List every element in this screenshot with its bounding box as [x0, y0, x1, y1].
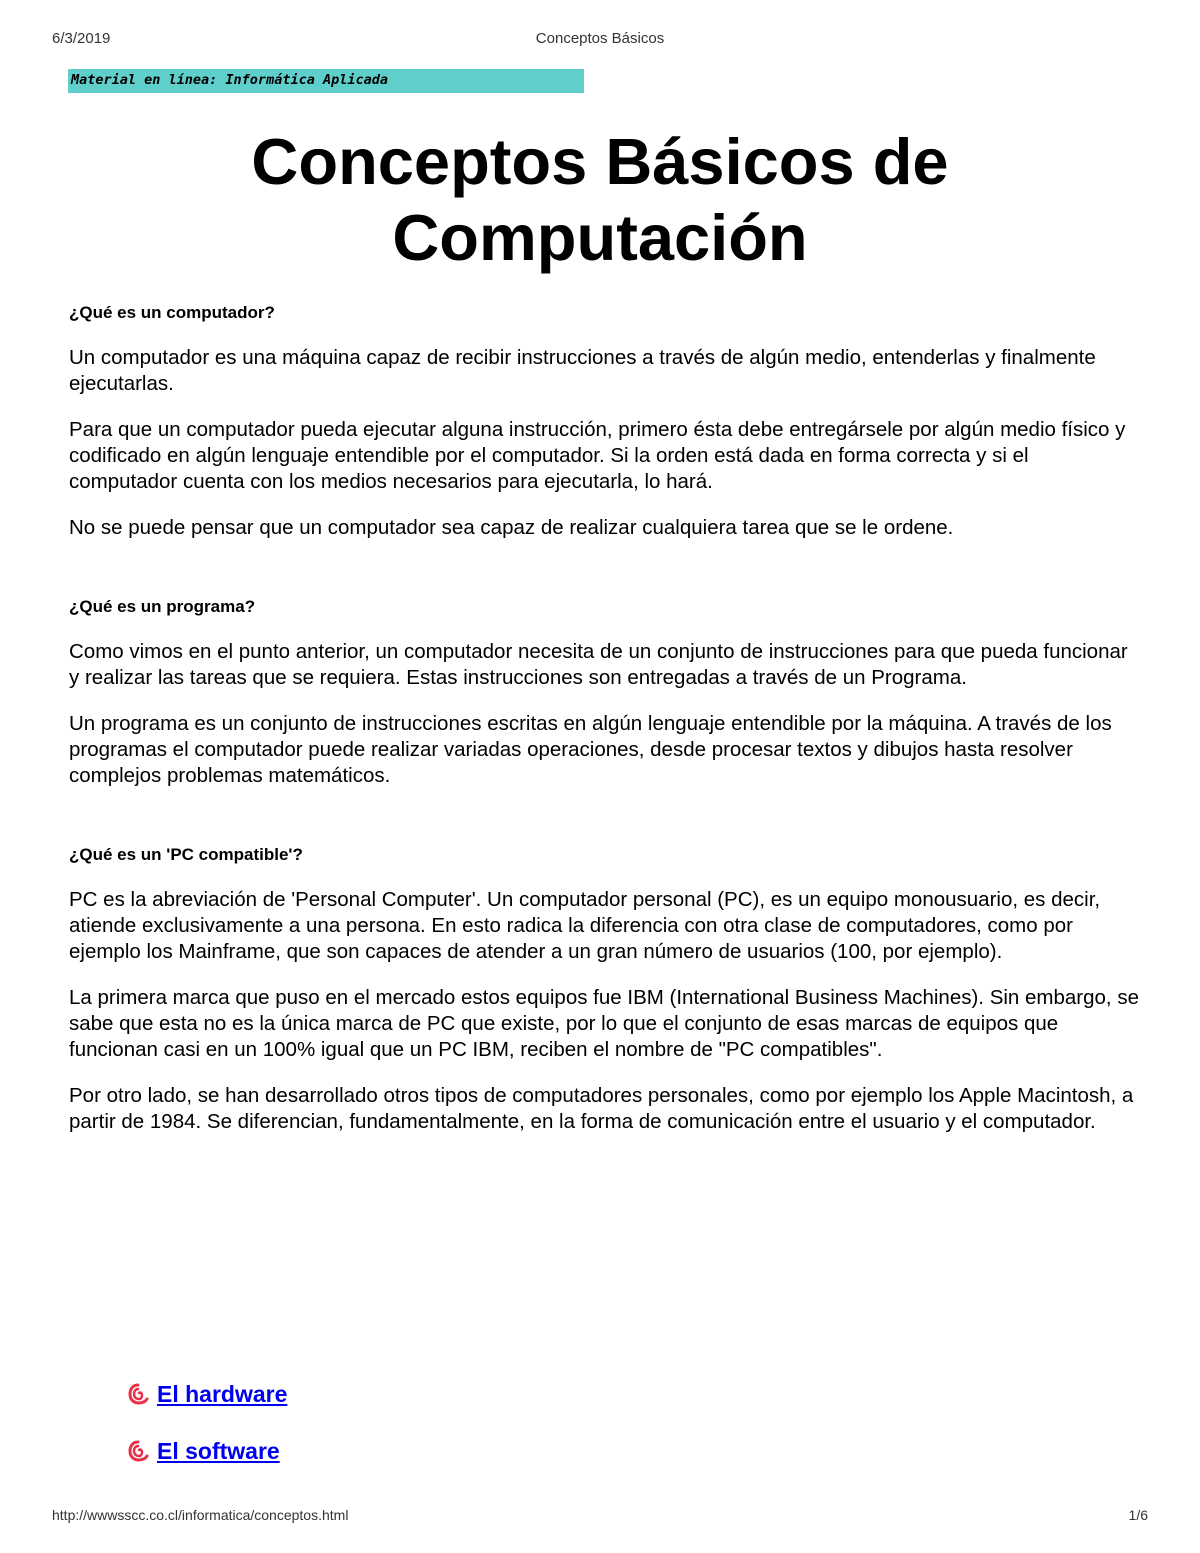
paragraph: PC es la abreviación de 'Personal Computer'. Un computador personal (PC), es un equipo monousuario, es decir, atiende exclusivamente a una persona. En esto radica la diferencia con otra clase de computadores, como por ejemplo los Mainframe, que son capaces de atender a un gran número de usuarios (100, por ejemplo).: [69, 888, 1101, 963]
page-title-line-1: Conceptos Básicos de: [251, 125, 949, 198]
section-pc-compatible: [69, 842, 1141, 1135]
paragraph: La primera marca que puso en el mercado estos equipos fue IBM (International Business Machines). Sin embargo, se sabe que esta no es la única marca de PC que existe, por lo que el conjunto de esas marcas de equipos que funcionan casi en un 100% igual que un PC IBM, reciben el nombre de "PC compatibles".: [69, 986, 1139, 1061]
section-programa: [69, 594, 1141, 789]
print-footer-url: http://wwwsscc.co.cl/informatica/conceptos.html: [52, 1507, 349, 1523]
article-body: [69, 300, 1141, 1155]
section-computador: [69, 300, 1141, 541]
print-page-title: Conceptos Básicos: [535, 30, 665, 47]
link-item-software[interactable]: [127, 1433, 287, 1469]
spiral-bullet-icon: [127, 1438, 149, 1464]
section-heading: ¿Qué es un computador?: [69, 303, 275, 322]
paragraph: Para que un computador pueda ejecutar alguna instrucción, primero ésta debe entregársele por algún medio físico y codificado en algún lenguaje entendible por el computador. Si la orden está dada en forma correcta y si el computador cuenta con los medios necesarios para ejecutarla, lo hará.: [69, 418, 1126, 493]
paragraph: Un programa es un conjunto de instrucciones escritas en algún lenguaje entendible por la máquina. A través de los programas el computador puede realizar variadas operaciones, desde procesar textos y dibujos hasta resolver complejos problemas matemáticos.: [69, 712, 1112, 787]
link-item-hardware[interactable]: [127, 1376, 287, 1412]
paragraph: No se puede pensar que un computador sea capaz de realizar cualquiera tarea que se le ordene.: [69, 516, 954, 539]
paragraph: Como vimos en el punto anterior, un computador necesita de un conjunto de instrucciones para que pueda funcionar y realizar las tareas que se requiera. Estas instrucciones son entregadas a través de un Programa.: [69, 640, 1128, 689]
software-link[interactable]: El software: [157, 1437, 280, 1464]
paragraph: Un computador es una máquina capaz de recibir instrucciones a través de algún medio, entenderlas y finalmente ejecutarlas.: [69, 346, 1096, 395]
hardware-link[interactable]: El hardware: [157, 1380, 288, 1407]
section-heading: ¿Qué es un 'PC compatible'?: [69, 845, 303, 864]
page-title-line-2: Computación: [392, 201, 808, 274]
print-date: 6/3/2019: [52, 30, 111, 47]
page-title: [0, 124, 1200, 276]
paragraph: Por otro lado, se han desarrollado otros tipos de computadores personales, como por ejemplo los Apple Macintosh, a partir de 1984. Se diferencian, fundamentalmente, en la forma de comunicación entre el usuario y el computador.: [69, 1084, 1134, 1133]
topic-links: [127, 1376, 287, 1490]
section-heading: ¿Qué es un programa?: [69, 597, 256, 616]
print-page-number: 1/6: [1128, 1507, 1148, 1523]
course-banner: [68, 69, 584, 93]
spiral-bullet-icon: [127, 1381, 149, 1407]
course-banner-text: Material en línea: Informática Aplicada: [71, 72, 388, 88]
